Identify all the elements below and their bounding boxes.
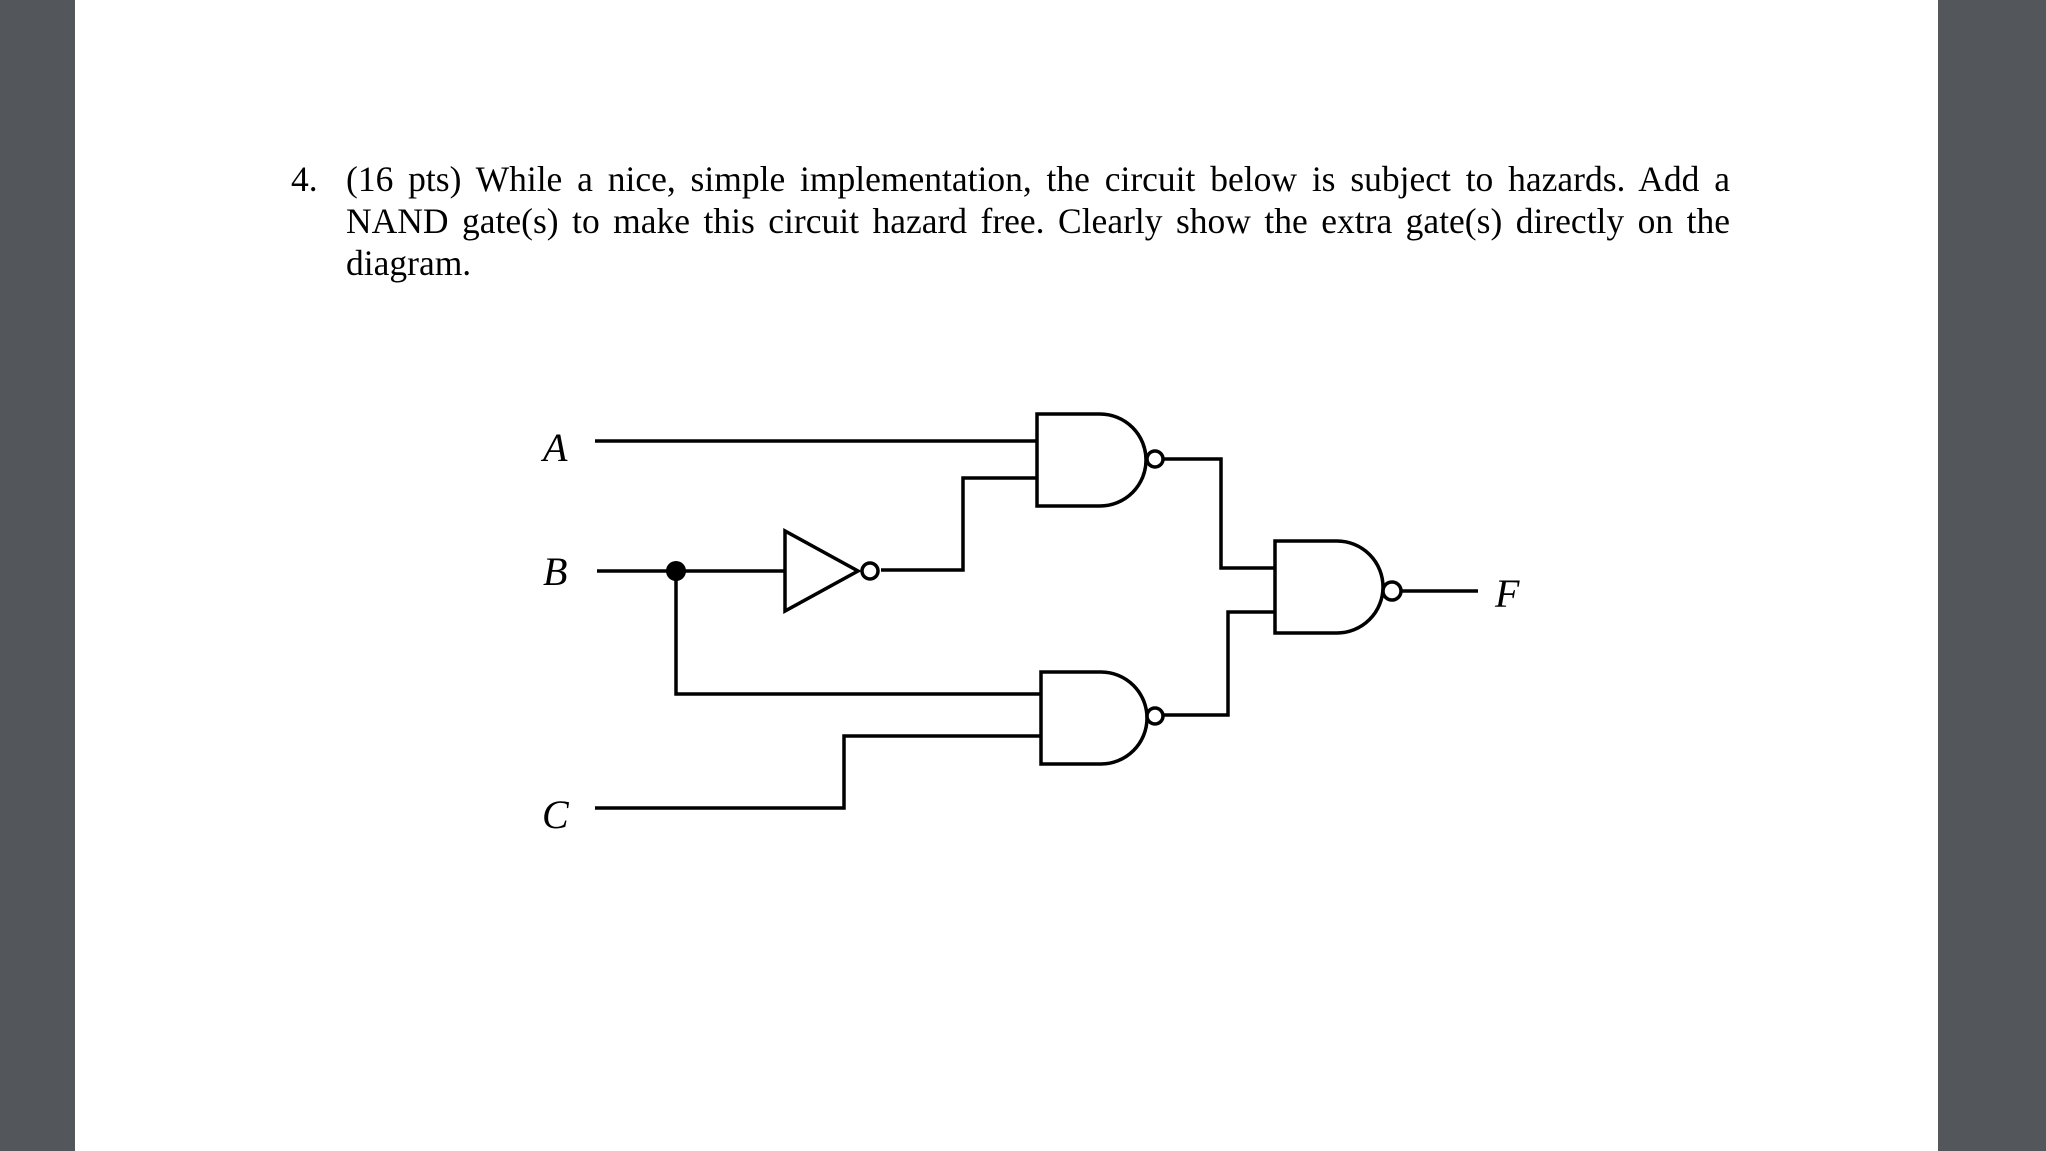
nand-bottom-bubble	[1147, 708, 1163, 724]
nand-output-bubble	[1383, 582, 1401, 600]
wire-bottom-nand-out	[1164, 612, 1275, 715]
circuit-diagram	[75, 0, 1938, 1151]
input-label-a: A	[543, 425, 568, 470]
junction-dot	[666, 561, 686, 581]
inverter-gate	[785, 531, 858, 611]
output-label-f: F	[1495, 571, 1520, 616]
nand-gate-top	[1037, 414, 1146, 506]
wire-b-branch	[676, 571, 1041, 694]
document-page	[75, 0, 1938, 1151]
nand-gate-bottom	[1041, 672, 1147, 764]
question-text: (16 pts) While a nice, simple implementation, the circuit below is subject to hazards. Add a NAND gate(s) to make this circuit hazard free. Clearly show the extra gate(s) directly on the diagram.	[346, 159, 1730, 283]
wire-c	[595, 736, 1041, 808]
input-label-b: B	[543, 549, 568, 594]
question-number: 4.	[291, 159, 318, 199]
nand-gate-output	[1275, 541, 1383, 633]
nand-top-bubble	[1147, 451, 1163, 467]
wire-b-inverted	[881, 478, 1037, 570]
wire-top-nand-out	[1164, 459, 1275, 568]
input-label-c: C	[542, 792, 569, 837]
inverter-bubble	[862, 563, 878, 579]
